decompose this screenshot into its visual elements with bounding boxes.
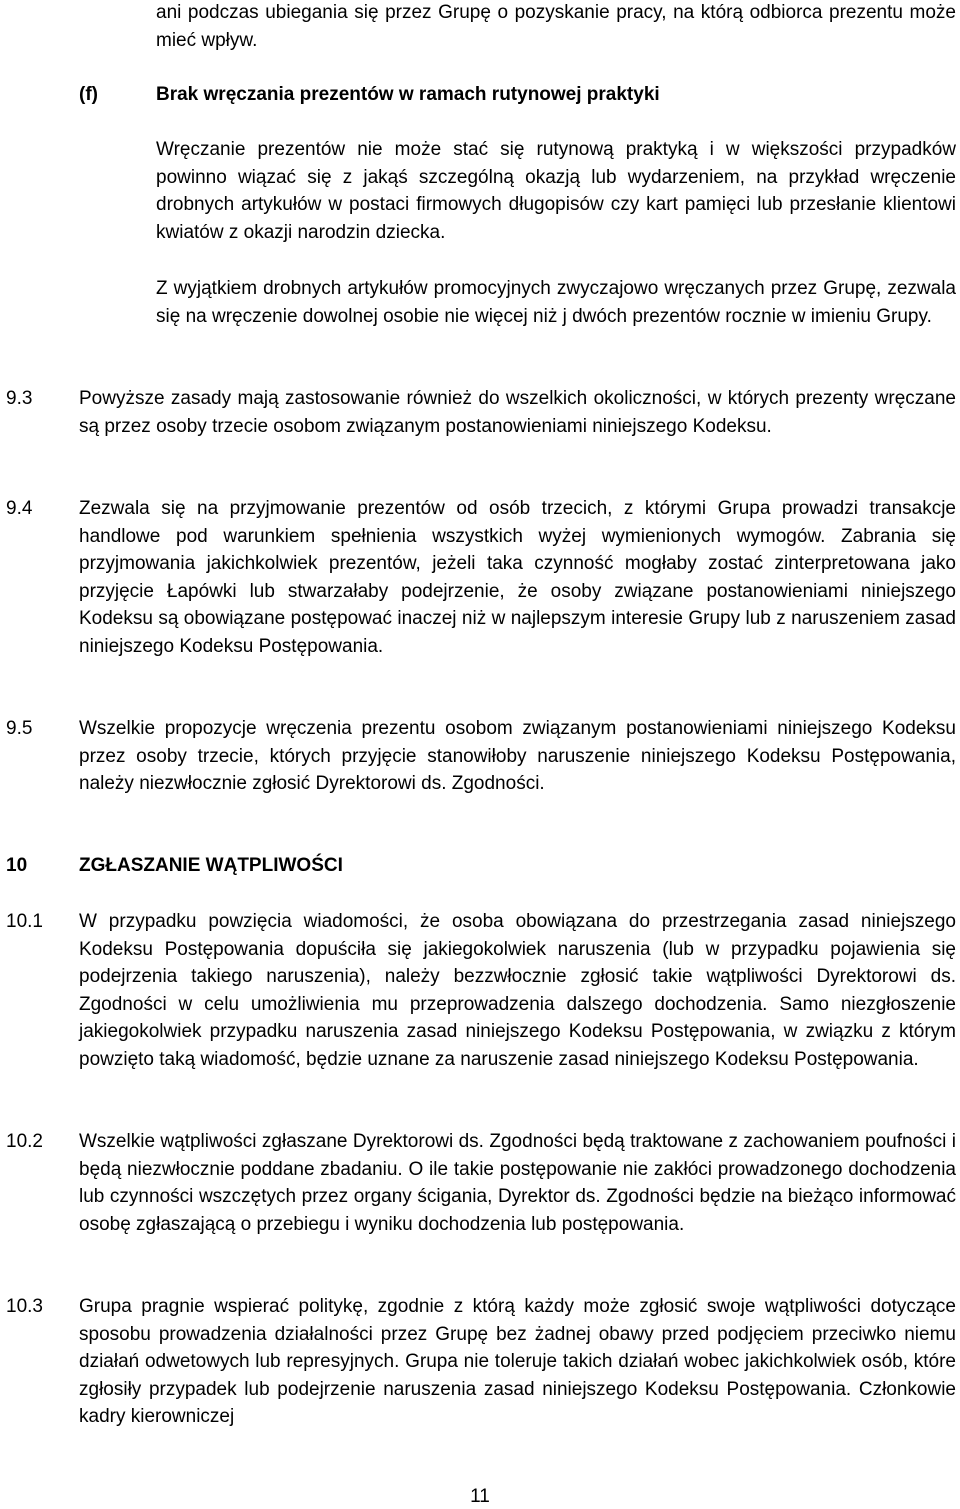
section-9-3-text: Powyższe zasady mają zastosowanie również do wszelkich okoliczności, w których prezenty wręczane są przez osoby trzecie osobom związanym postanowieniami niniejszego Kodeksu. bbox=[79, 388, 956, 437]
item-f-paragraph-2: Z wyjątkiem drobnych artykułów promocyjnych zwyczajowo wręczanych przez Grupę, zezwala się na wręczenie dowolnej osobie nie więcej niż j dwóch prezentów rocznie w imieniu Grupy. bbox=[156, 278, 956, 327]
section-10-2-text: Wszelkie wątpliwości zgłaszane Dyrektorowi ds. Zgodności będą traktowane z zachowaniem poufności i będą niezwłocznie poddane zbadaniu. O ile takie postępowanie nie zakłóci prowadzonego dochodzenia lub czynności wszczętych przez organy ścigania, Dyrektor ds. Zgodności będzie na bieżąco informować osobę zgłaszającą o przebiegu i wyniku dochodzenia lub postępowania. bbox=[79, 1131, 956, 1235]
section-10-heading: ZGŁASZANIE WĄTPLIWOŚCI bbox=[79, 855, 343, 876]
section-9-4-text: Zezwala się na przyjmowanie prezentów od osób trzecich, z którymi Grupa prowadzi transakcje handlowe pod warunkiem spełnienia wszystkich wyżej wymienionych wymogów. Zabrania się przyjmowania jakichkolwiek prezentów, jeżeli taka czynność mogłaby zostać zinterpretowana jako przyjęcie Łapówki lub stwarzałaby podejrzenie, że osoby związane postanowieniami niniejszego Kodeksu są obowiązane postępować inaczej niż w najlepszym interesie Grupy lub z naruszeniem zasad niniejszego Kodeksu Postępowania. bbox=[79, 498, 956, 657]
continued-paragraph: ani podczas ubiegania się przez Grupę o pozyskanie pracy, na którą odbiorca prezentu może mieć wpływ. bbox=[156, 2, 956, 51]
section-10-3-text: Grupa pragnie wspierać politykę, zgodnie z którą każdy może zgłosić swoje wątpliwości dotyczące sposobu prowadzenia działalności przez Grupę bez żadnej obawy przed podjęciem przeciwko niemu działań odwetowych lub represyjnych. Grupa nie toleruje takich działań wobec jakichkolwiek osób, które zgłosiły przypadek lub podejrzenie naruszenia zasad niniejszego Kodeksu Postępowania. Członkowie kadry kierowniczej bbox=[79, 1296, 956, 1427]
section-10-number: 10 bbox=[6, 855, 28, 876]
item-f-heading: Brak wręczania prezentów w ramach rutynowej praktyki bbox=[156, 84, 660, 105]
section-10-3-number: 10.3 bbox=[6, 1296, 43, 1317]
page-number: 11 bbox=[470, 1486, 490, 1507]
item-f-label: (f) bbox=[79, 84, 98, 105]
section-10-2-number: 10.2 bbox=[6, 1131, 43, 1152]
item-f-paragraph-1: Wręczanie prezentów nie może stać się rutynową praktyką i w większości przypadków powinno wiązać się z jakąś szczególną okazją lub wydarzeniem, na przykład wręczenie drobnych artykułów w postaci firmowych długopisów czy kart pamięci lub przesłanie klientowi kwiatów z okazji narodzin dziecka. bbox=[156, 139, 956, 243]
section-9-5-number: 9.5 bbox=[6, 718, 33, 739]
section-10-1-number: 10.1 bbox=[6, 911, 43, 932]
section-10-1-text: W przypadku powzięcia wiadomości, że osoba obowiązana do przestrzegania zasad niniejszego Kodeksu Postępowania dopuściła się jakiegokolwiek naruszenia (lub w przypadku pojawienia się podejrzenia takiego naruszenia), należy bezzwłocznie zgłosić takie wątpliwości Dyrektorowi ds. Zgodności w celu umożliwienia mu przeprowadzenia dalszego dochodzenia. Samo niezgłoszenie jakiegokolwiek przypadku naruszenia zasad niniejszego Kodeksu Postępowania, w związku z którym powzięto taką wiadomość, będzie uznane za naruszenie zasad niniejszego Kodeksu Postępowania. bbox=[79, 911, 956, 1070]
section-9-4-number: 9.4 bbox=[6, 498, 33, 519]
section-9-5-text: Wszelkie propozycje wręczenia prezentu osobom związanym postanowieniami niniejszego Kodeksu przez osoby trzecie, których przyjęcie stanowiłoby naruszenie niniejszego Kodeksu Postępowania, należy niezwłocznie zgłosić Dyrektorowi ds. Zgodności. bbox=[79, 718, 956, 794]
section-9-3-number: 9.3 bbox=[6, 388, 33, 409]
